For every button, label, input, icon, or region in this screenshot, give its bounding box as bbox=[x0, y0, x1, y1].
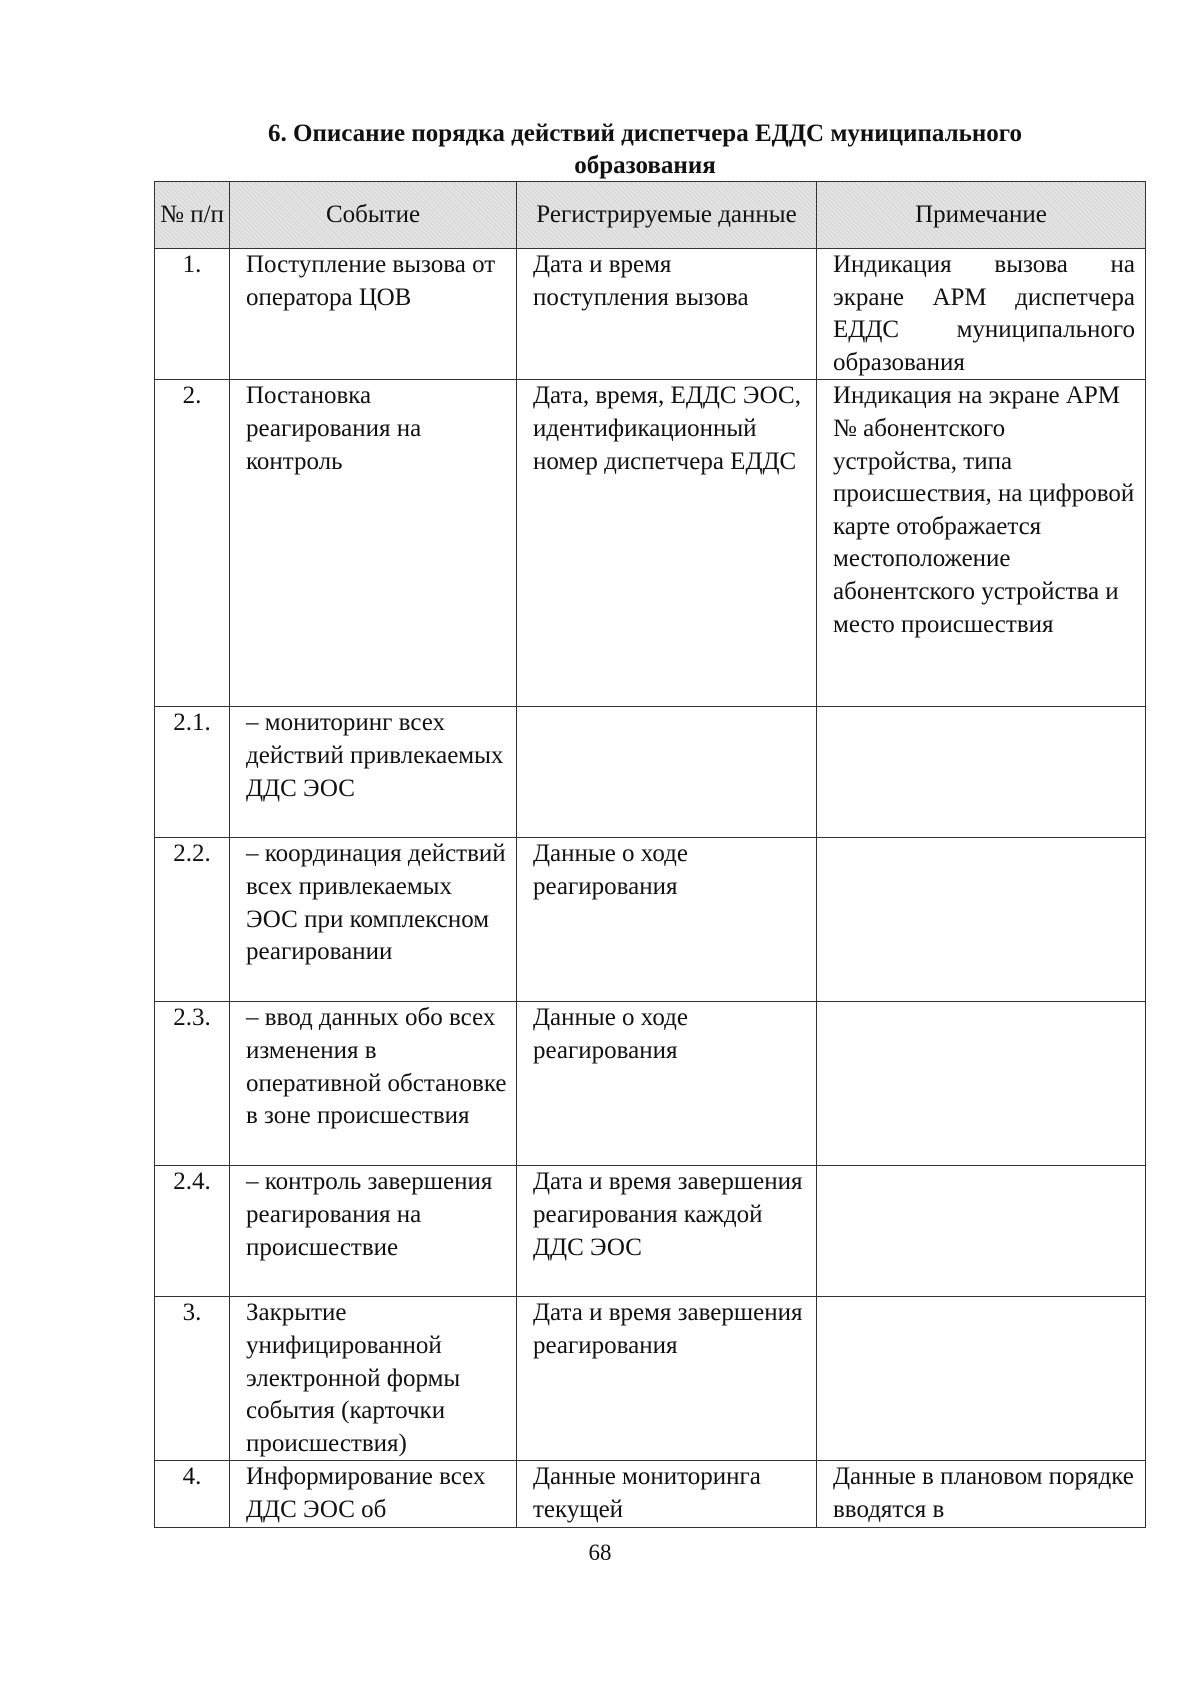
row-registered-data: Дата, время, ЕДДС ЭОС, идентификационный номер диспетчера ЕДДС bbox=[517, 380, 817, 707]
table-row bbox=[155, 380, 1146, 707]
row-event: Информирование всех ДДС ЭОС об bbox=[230, 1461, 517, 1527]
table-row bbox=[155, 838, 1146, 1002]
table-header-row bbox=[155, 182, 1146, 249]
row-registered-data: Дата и время завершения реагирования каждой ДДС ЭОС bbox=[517, 1166, 817, 1297]
table-row bbox=[155, 1166, 1146, 1297]
row-registered-data bbox=[517, 707, 817, 838]
row-event: – координация действий всех привлекаемых ЭОС при комплексном реагировании bbox=[230, 838, 517, 1002]
document-title-line-1: 6. Описание порядка действий диспетчера ЕДДС муниципального bbox=[268, 120, 1022, 147]
header-event: Событие bbox=[230, 182, 517, 249]
row-number: 2.3. bbox=[155, 1002, 230, 1166]
document-title bbox=[150, 118, 1140, 182]
page-number: 68 bbox=[588, 1540, 612, 1565]
row-note bbox=[817, 1166, 1146, 1297]
table-row bbox=[155, 707, 1146, 838]
row-note: Индикация вызова на экране АРМ диспетчера ЕДДС муниципального образования bbox=[817, 249, 1146, 380]
header-registered-data: Регистрируемые данные bbox=[517, 182, 817, 249]
row-number: 3. bbox=[155, 1297, 230, 1461]
dispatcher-actions-table bbox=[154, 181, 1146, 1528]
row-note bbox=[817, 707, 1146, 838]
row-number: 4. bbox=[155, 1461, 230, 1527]
document-title-line-2: образования bbox=[574, 152, 716, 179]
row-registered-data: Данные о ходе реагирования bbox=[517, 1002, 817, 1166]
row-note bbox=[817, 1297, 1146, 1461]
row-event: – мониторинг всех действий привлекаемых ДДС ЭОС bbox=[230, 707, 517, 838]
row-registered-data: Дата и время поступления вызова bbox=[517, 249, 817, 380]
row-event: Поступление вызова от оператора ЦОВ bbox=[230, 249, 517, 380]
row-number: 2. bbox=[155, 380, 230, 707]
row-event: Закрытие унифицированной электронной формы события (карточки происшествия) bbox=[230, 1297, 517, 1461]
row-note: Индикация на экране АРМ № абонентского устройства, типа происшествия, на цифровой карте отображается местоположение абонентского устройства и место происшествия bbox=[817, 380, 1146, 707]
row-note bbox=[817, 838, 1146, 1002]
table-row bbox=[155, 249, 1146, 380]
table-row bbox=[155, 1297, 1146, 1461]
row-event: – ввод данных обо всех изменения в оперативной обстановке в зоне происшествия bbox=[230, 1002, 517, 1166]
row-event: Постановка реагирования на контроль bbox=[230, 380, 517, 707]
row-number: 1. bbox=[155, 249, 230, 380]
row-registered-data: Данные мониторинга текущей bbox=[517, 1461, 817, 1527]
table-row bbox=[155, 1461, 1146, 1527]
table-row bbox=[155, 1002, 1146, 1166]
row-note: Данные в плановом порядке вводятся в bbox=[817, 1461, 1146, 1527]
row-event: – контроль завершения реагирования на происшествие bbox=[230, 1166, 517, 1297]
row-note bbox=[817, 1002, 1146, 1166]
row-registered-data: Данные о ходе реагирования bbox=[517, 838, 817, 1002]
header-note: Примечание bbox=[817, 182, 1146, 249]
row-number: 2.4. bbox=[155, 1166, 230, 1297]
row-number: 2.2. bbox=[155, 838, 230, 1002]
row-number: 2.1. bbox=[155, 707, 230, 838]
header-number: № п/п bbox=[155, 182, 230, 249]
row-registered-data: Дата и время завершения реагирования bbox=[517, 1297, 817, 1461]
